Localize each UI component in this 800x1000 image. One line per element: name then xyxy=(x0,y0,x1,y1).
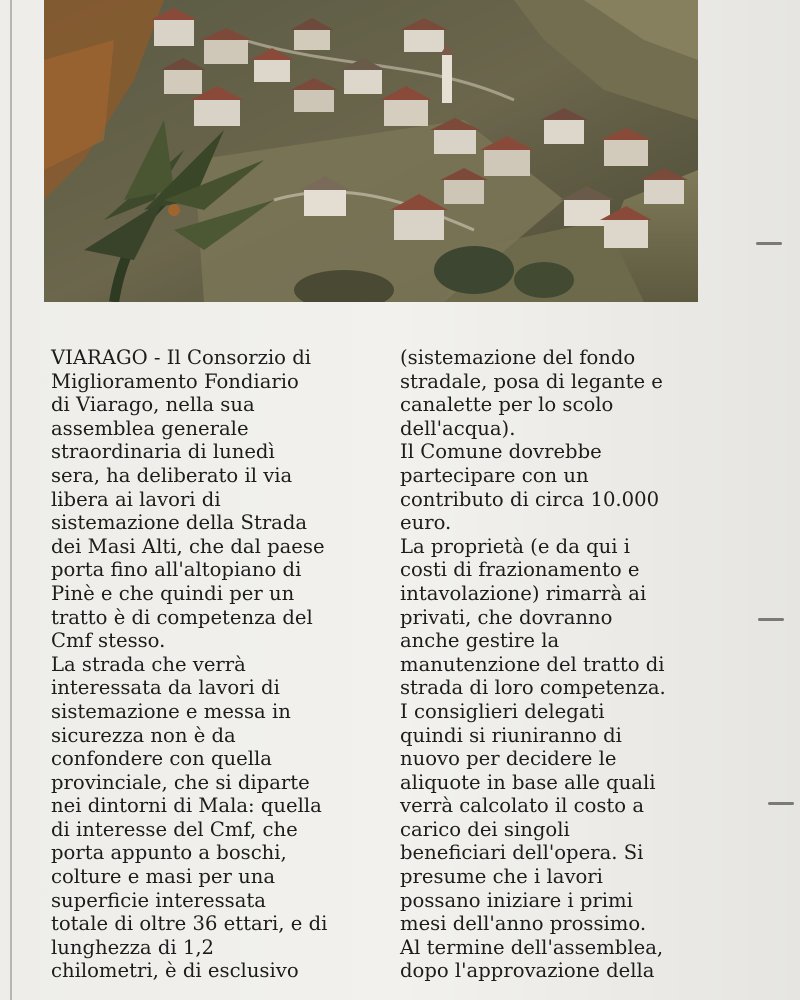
article-column-right xyxy=(400,346,730,983)
article-line: Pinè e che quindi per un xyxy=(51,581,295,605)
bell-tower xyxy=(442,55,452,103)
article-line: strada di loro competenza. xyxy=(400,676,666,700)
article-line: sicurezza non è da xyxy=(51,723,236,747)
article-line: La strada che verrà xyxy=(51,652,246,676)
article-line: Al termine dell'assemblea, xyxy=(400,935,664,959)
article-line: porta appunto a boschi, xyxy=(51,841,287,865)
article-line: totale di oltre 36 ettari, e di xyxy=(51,912,328,936)
article-line: di Viarago, nella sua xyxy=(51,393,255,417)
article-line: colture e masi per una xyxy=(51,865,276,889)
article-line: Miglioramento Fondiario xyxy=(51,369,299,393)
article-line: intavolazione) rimarrà ai xyxy=(400,581,647,605)
article-line: confondere con quella xyxy=(51,747,272,771)
article-line: Cmf stesso. xyxy=(51,629,166,653)
article-line: aliquote in base alle quali xyxy=(400,770,656,794)
article-line: stradale, posa di legante e xyxy=(400,369,663,393)
article-line: nuovo per decidere le xyxy=(400,747,617,771)
article-line: dopo l'approvazione della xyxy=(400,959,655,983)
article-line: straordinaria di lunedì xyxy=(51,440,275,464)
margin-mark xyxy=(768,802,794,805)
article-line: quindi si riuniranno di xyxy=(400,723,622,747)
article-line: canalette per lo scolo xyxy=(400,393,614,417)
article-line: nei dintorni di Mala: quella xyxy=(51,794,322,818)
article-line: I consiglieri delegati xyxy=(400,699,605,723)
article-line: beneficiari dell'opera. Si xyxy=(400,841,644,865)
article-line: provinciale, che si diparte xyxy=(51,770,310,794)
article-line: possano iniziare i primi xyxy=(400,888,633,912)
article-line: VIARAGO - Il Consorzio di xyxy=(51,346,312,369)
article-line: assemblea generale xyxy=(51,416,249,440)
article-line: carico dei singoli xyxy=(400,817,570,841)
article-line: dell'acqua). xyxy=(400,416,516,440)
article-line: anche gestire la xyxy=(400,629,560,653)
article-line: interessata da lavori di xyxy=(51,676,280,700)
article-line: mesi dell'anno prossimo. xyxy=(400,912,647,936)
article-line: costi di frazionamento e xyxy=(400,558,640,582)
article-line: presume che i lavori xyxy=(400,865,603,889)
article-line: (sistemazione del fondo xyxy=(400,346,636,369)
article-line: di interesse del Cmf, che xyxy=(51,817,298,841)
article-line: euro. xyxy=(400,511,452,535)
article-line: manutenzione del tratto di xyxy=(400,652,665,676)
village-photo xyxy=(44,0,698,302)
article-line: contributo di circa 10.000 xyxy=(400,487,660,511)
village-photo-drawing xyxy=(44,0,698,302)
article-line: La proprietà (e da qui i xyxy=(400,534,631,558)
article-line: chilometri, è di esclusivo xyxy=(51,959,299,983)
article-line: sistemazione della Strada xyxy=(51,511,308,535)
article-line: privati, che dovranno xyxy=(400,605,613,629)
article-column-left xyxy=(51,346,381,983)
article-line: tratto è di competenza del xyxy=(51,605,313,629)
article-line: porta fino all'altopiano di xyxy=(51,558,302,582)
article-line: libera ai lavori di xyxy=(51,487,221,511)
margin-mark xyxy=(756,242,782,245)
article-line: superficie interessata xyxy=(51,888,266,912)
article-line: dei Masi Alti, che dal paese xyxy=(51,534,325,558)
margin-mark xyxy=(758,618,784,621)
column-rule xyxy=(10,0,12,1000)
article-line: sistemazione e messa in xyxy=(51,699,291,723)
article-line: Il Comune dovrebbe xyxy=(400,440,602,464)
article-line: partecipare con un xyxy=(400,463,589,487)
article-line: verrà calcolato il costo a xyxy=(400,794,645,818)
article-line: sera, ha deliberato il via xyxy=(51,463,293,487)
article-line: lunghezza di 1,2 xyxy=(51,935,215,959)
